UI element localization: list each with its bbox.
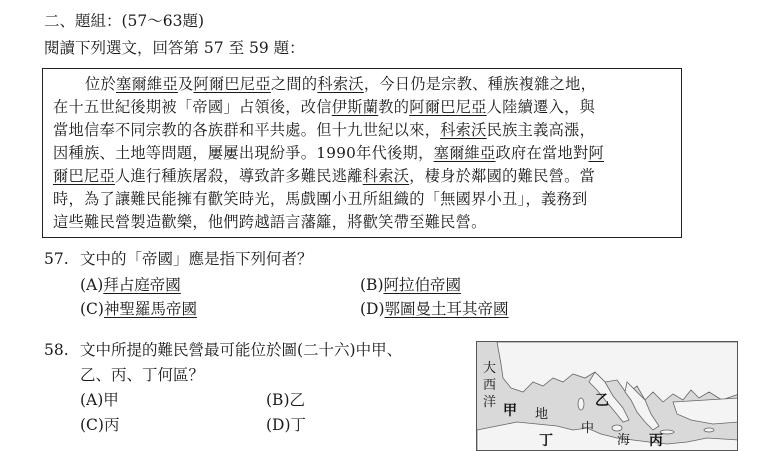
europe-landmass (497, 342, 738, 402)
proper-noun: 阿爾巴尼亞 (193, 75, 271, 93)
option-text: 丁 (290, 416, 307, 434)
cyprus-island (704, 428, 714, 432)
passage-line (53, 212, 487, 232)
passage-line (53, 166, 595, 186)
q57-option-c[interactable] (80, 299, 197, 319)
passage-line (53, 143, 604, 163)
passage-text: 在十五世紀後期被「帝國」占領後，改信 (53, 98, 332, 116)
option-text: 鄂圖曼土耳其帝國 (384, 300, 509, 318)
passage-text: 時，為了讓難民能擁有歡笑時光，馬戲團小丑所組織的「無國界小丑」，義務到 (53, 190, 588, 208)
option-label: (D) (266, 416, 291, 434)
option-label: (B) (360, 276, 384, 294)
region-yi-label: 乙 (595, 393, 609, 409)
option-text: 神聖羅馬帝國 (103, 300, 197, 318)
passage-text: 教的 (378, 98, 410, 116)
passage-text: ，棲身於鄰國的難民營。當 (409, 167, 596, 185)
option-text: 乙 (289, 391, 306, 409)
mediterranean-label-3: 海 (617, 433, 631, 448)
question-58-stem-line2: 乙、丙、丁何區？ (80, 366, 205, 384)
north-africa (477, 422, 738, 451)
proper-noun: 科索沃 (440, 121, 487, 139)
passage-text: ，今日仍是宗教、種族複雜之地， (363, 75, 597, 93)
option-label: (B) (266, 391, 290, 409)
mediterranean-label-1: 地 (535, 407, 549, 422)
instruction-text: 閱讀下列選文，回答第 57 至 59 題： (44, 39, 305, 57)
passage-text: 因種族、土地等問題，屢屢出現紛爭。1990年代後期， (53, 144, 434, 162)
passage-line (53, 97, 595, 117)
proper-noun: 科索沃 (362, 167, 410, 185)
option-label: (C) (80, 416, 104, 434)
sardinia-island (578, 398, 584, 410)
proper-noun: 阿 (588, 144, 604, 162)
atlantic-label-2: 西 (483, 378, 497, 393)
atlantic-label-3: 洋 (483, 395, 497, 410)
option-label: (A) (80, 391, 104, 409)
question-58-stem-line1: 文中所提的難民營最可能位於圖(二十六)中甲、 (80, 341, 403, 359)
passage-line (53, 120, 595, 140)
question-57-stem: 文中的「帝國」應是指下列何者？ (80, 250, 313, 268)
region-jia-label: 甲 (503, 403, 517, 419)
q57-option-a[interactable] (80, 275, 181, 295)
q57-option-d[interactable] (360, 299, 509, 319)
proper-noun: 爾巴尼亞 (53, 167, 115, 185)
proper-noun: 伊斯蘭 (331, 98, 379, 116)
passage-text: 之間的 (270, 75, 318, 93)
mediterranean-label-2: 中 (581, 421, 595, 436)
region-ding-label: 丁 (539, 433, 553, 449)
passage-text: 民族主義高漲， (486, 121, 596, 139)
option-label: (A) (80, 276, 104, 294)
proper-noun: 阿爾巴尼亞 (409, 98, 487, 116)
anatolia (673, 398, 738, 424)
passage-text: 當地信奉不同宗教的各族群和平共處。但十九世紀以來， (53, 121, 441, 139)
passage-text: 位於 (85, 75, 116, 93)
option-text: 甲 (103, 391, 119, 409)
question-58-number: 58. (44, 341, 69, 359)
passage-text: 及 (177, 75, 194, 93)
passage-text: 人進行種族屠殺，導致許多難民逃離 (114, 167, 363, 185)
option-label: (D) (360, 300, 385, 318)
q58-option-d[interactable] (266, 415, 306, 435)
region-bing-label: 丙 (649, 433, 663, 449)
passage-text: 政府在當地對 (495, 144, 589, 162)
atlantic-label-1: 大 (483, 361, 497, 376)
q58-option-b[interactable] (266, 390, 305, 410)
mediterranean-map (476, 341, 738, 451)
passage-line (85, 74, 596, 94)
section-title: 二、題組：(57～63題) (44, 12, 205, 30)
q57-option-b[interactable] (360, 275, 461, 295)
proper-noun: 塞爾維亞 (433, 144, 496, 162)
option-text: 阿拉伯帝國 (383, 276, 462, 294)
q58-option-a[interactable] (80, 390, 119, 410)
passage-text: 這些難民營製造歡樂，他們跨越語言藩籬，將歡笑帶至難民營。 (53, 213, 487, 231)
option-text: 拜占庭帝國 (103, 276, 181, 294)
sicily-island (612, 425, 622, 431)
question-57-number: 57. (44, 250, 69, 268)
proper-noun: 塞爾維亞 (115, 75, 178, 93)
passage-line (53, 189, 587, 209)
option-text: 丙 (103, 416, 120, 434)
q58-option-c[interactable] (80, 415, 119, 435)
reading-passage (42, 68, 682, 238)
passage-text: 人陸續遷入，與 (486, 98, 596, 116)
option-label: (C) (80, 300, 104, 318)
proper-noun: 科索沃 (317, 75, 364, 93)
